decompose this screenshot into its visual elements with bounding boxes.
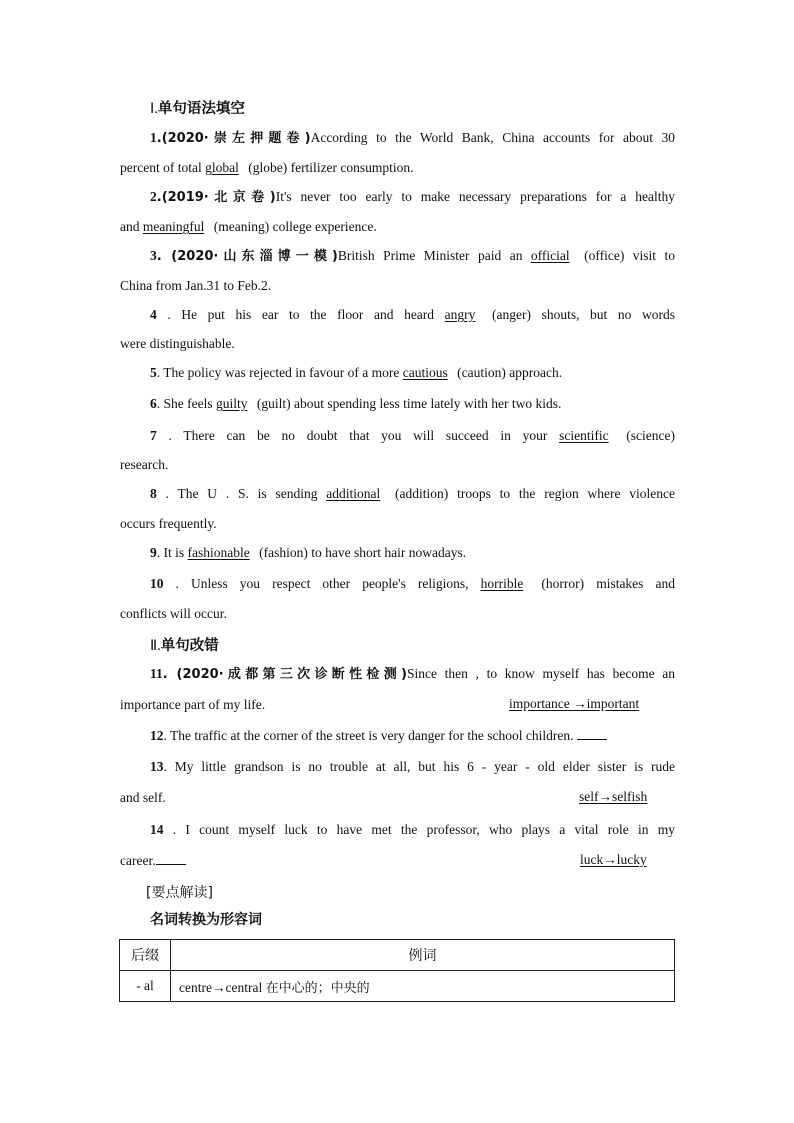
question-8-line-2: occurs frequently.	[120, 516, 217, 531]
answer-6: guilty	[215, 396, 248, 411]
section-heading-1: Ⅰ.单句语法填空	[150, 101, 245, 117]
table-cell-suffix: - al	[120, 971, 171, 1002]
table-row	[120, 971, 675, 1002]
question-14-line-2: career.	[120, 852, 675, 870]
question-14-line-1: 14 . I count myself luck to have met the professor, who plays a vital role in my	[150, 822, 675, 837]
notes-subheading: 名词转换为形容词	[150, 912, 262, 928]
question-7-line-1: 7 . There can be no doubt that you will succeed in your scientific (science)	[150, 428, 676, 443]
question-5: 5. The policy was rejected in favour of a more cautious (caution) approach.	[150, 365, 563, 380]
question-4-line-2: were distinguishable.	[120, 336, 235, 351]
suffix-table	[119, 939, 675, 1002]
question-3-line-1: 3. (2020·山东淄博一模)British Prime Minister paid an official (office) visit to	[150, 248, 675, 264]
question-6: 6. She feels guilty (guilt) about spending less time lately with her two kids.	[150, 396, 562, 411]
question-1-line-2: percent of total global (globe) fertilizer consumption.	[120, 160, 414, 175]
question-2-line-2: and meaningful (meaning) college experience.	[120, 219, 377, 234]
section-heading-2: Ⅱ.单句改错	[150, 638, 219, 654]
question-8-line-1: 8 . The U . S. is sending additional (addition) troops to the region where violence	[150, 486, 675, 501]
table-header-row	[120, 940, 675, 971]
table-header-example: 例词	[171, 940, 675, 971]
answer-blank-12	[577, 727, 607, 740]
question-13-line-2: and self.	[120, 790, 166, 805]
question-3-line-2: China from Jan.31 to Feb.2.	[120, 278, 272, 293]
question-9: 9. It is fashionable (fashion) to have short hair nowadays.	[150, 545, 467, 560]
question-2-line-1: 2.(2019·北京卷)It's never too early to make necessary preparations for a healthy	[150, 189, 675, 205]
table-cell-example: centre→central 在中心的；中央的	[171, 971, 675, 1002]
answer-9: fashionable	[187, 545, 250, 560]
answer-4: angry	[444, 307, 476, 322]
question-7-line-2: research.	[120, 457, 169, 472]
answer-7: scientific	[559, 428, 609, 443]
correction-13: self→selfish	[579, 789, 648, 804]
answer-8: additional	[326, 486, 381, 501]
question-4-line-1: 4 . He put his ear to the floor and heard angry (anger) shouts, but no words	[150, 307, 676, 322]
question-10-line-2: conflicts will occur.	[120, 606, 227, 621]
question-10-line-1: 10 . Unless you respect other people's religions, horrible (horror) mistakes and	[150, 576, 675, 591]
answer-1: global	[205, 160, 239, 175]
answer-blank-14	[156, 852, 186, 865]
notes-heading: [要点解读]	[146, 885, 213, 901]
question-11-line-1: 11. (2020·成都第三次诊断性检测)Since then , to know myself has become an	[150, 666, 675, 682]
answer-3: official	[530, 248, 570, 263]
answer-10: horrible	[480, 576, 524, 591]
question-11-line-2: importance part of my life.	[120, 697, 266, 712]
table-header-suffix: 后缀	[120, 940, 171, 971]
question-13-line-1: 13. My little grandson is no trouble at all, but his 6 - year - old elder sister is rude	[150, 759, 675, 774]
correction-11: importance →important	[509, 696, 640, 711]
answer-5: cautious	[402, 365, 448, 380]
correction-14: luck→lucky	[580, 852, 647, 867]
question-12: 12. The traffic at the corner of the street is very danger for the school children.	[150, 727, 695, 745]
answer-2: meaningful	[142, 219, 205, 234]
question-1-line-1: 1.(2020·崇左押题卷)According to the World Bank, China accounts for about 30	[150, 130, 675, 146]
